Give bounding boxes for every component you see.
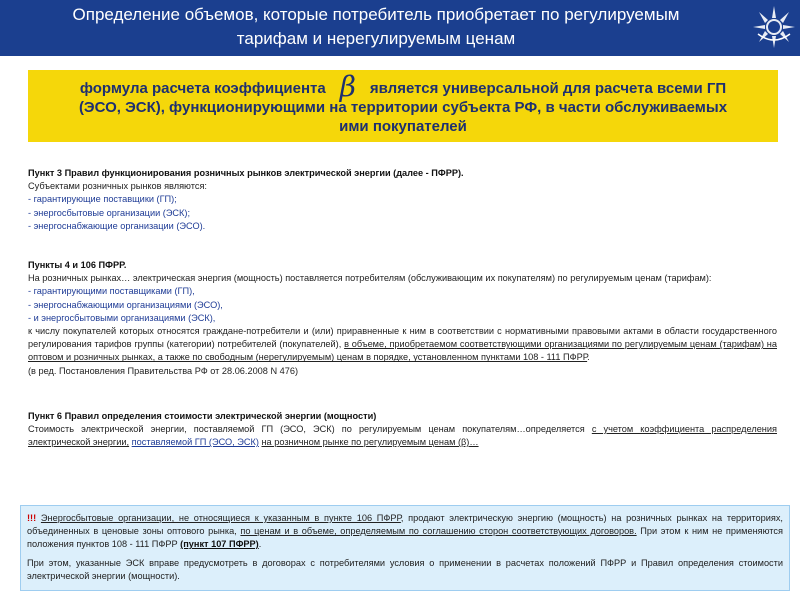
highlight-box	[28, 70, 778, 142]
sec2-title: Пункты 4 и 106 ПФРР.	[28, 260, 127, 271]
sec2-item: - гарантирующими поставщиками (ГП),	[28, 286, 195, 297]
sec2-item: - энергоснабжающими организациями (ЭСО),	[28, 299, 223, 310]
note-box	[20, 505, 790, 591]
highlight-line-1: формула расчета коэффициента β является универсальной для расчета всеми ГП	[79, 69, 727, 103]
sec1-item: - энергоснабжающие организации (ЭСО).	[28, 220, 206, 231]
beta-symbol: β	[339, 69, 356, 103]
highlight-line-2: (ЭСО, ЭСК), функционирующими на территории субъекта РФ, в части обслуживаемых	[78, 98, 728, 116]
sec2-item: - и энергосбытовыми организациями (ЭСК),	[28, 312, 216, 323]
sec2-text: к числу покупателей которых относятся граждане-потребители и (или) приравненные к ним в соответствии с нормативными правовыми актами в области государственного регулирования тарифов группы (категории) потребителей (покупателей), в объеме, приобретаемом соответствующими организациями по регулируемым ценам (тарифам) на оптовом и розничных рынках, а также по свободным (нерегулируемым) ценам в порядке, установленном пунктами 108 - 111 ПФРР.	[28, 326, 777, 363]
note-paragraph-1: !!! Энергосбытовые организации, не относящиеся к указанным в пункте 106 ПФРР, продают электрическую энергию (мощность) на розничных рынках на территориях, объединенных в ценовые зоны оптового рынка, по ценам и в объеме, определяемым по соглашению сторон соответствующих договоров. При этом к ним не применяются положения пунктов 108 - 111 ПФРР (пункт 107 ПФРР).	[27, 513, 783, 549]
main-text	[28, 167, 777, 449]
note-paragraph-2: При этом, указанные ЭСК вправе предусмотреть в договорах с потребителями условия о применении в расчетах положений ПФРР и Правил определения стоимости электрической энергии (мощности).	[27, 558, 783, 581]
sec1-intro: Субъектами розничных рынков являются:	[28, 181, 207, 192]
title-line-2: тарифам и нерегулируемым ценам	[236, 29, 516, 48]
sec1-item: - энергосбытовые организации (ЭСК);	[28, 207, 191, 218]
sec1-title: Пункт 3 Правил функционирования розничных рынков электрической энергии (далее - ПФРР).	[28, 168, 464, 178]
sec1-item: - гарантирующие поставщики (ГП);	[28, 194, 177, 205]
highlight-line-3: ими покупателей	[339, 117, 467, 135]
sun-logo-icon	[752, 4, 796, 52]
page-title	[8, 3, 744, 51]
sec3-title: Пункт 6 Правил определения стоимости электрической энергии (мощности)	[28, 410, 377, 421]
sec3-text: Стоимость электрической энергии, поставляемой ГП (ЭСО, ЭСК) по регулируемым ценам покупателям…определяется с учетом коэффициента распределения электрической энергии, поставляемой ГП (ЭСО, ЭСК) на розничном рынке по регулируемым ценам (β)…	[28, 424, 777, 448]
title-line-1: Определение объемов, которые потребитель приобретает по регулируемым	[72, 5, 680, 24]
header-bar	[0, 0, 800, 56]
sec2-underlined: в объеме, приобретаемом соответствующими организациями по регулируемым ценам (тарифам) на оптовом и розничных рынках, а также по свободным (нерегулируемым) ценам в порядке, установленном пунктами 108 - 111 ПФРР	[28, 339, 777, 363]
sec2-note: (в ред. Постановления Правительства РФ от 28.06.2008 N 476)	[28, 365, 299, 376]
attention-marker: !!!	[27, 513, 37, 523]
sec2-intro: На розничных рынках… электрическая энергия (мощность) поставляется потребителям (обслуживающим их покупателям) по регулируемым ценам (тарифам):	[28, 273, 712, 284]
